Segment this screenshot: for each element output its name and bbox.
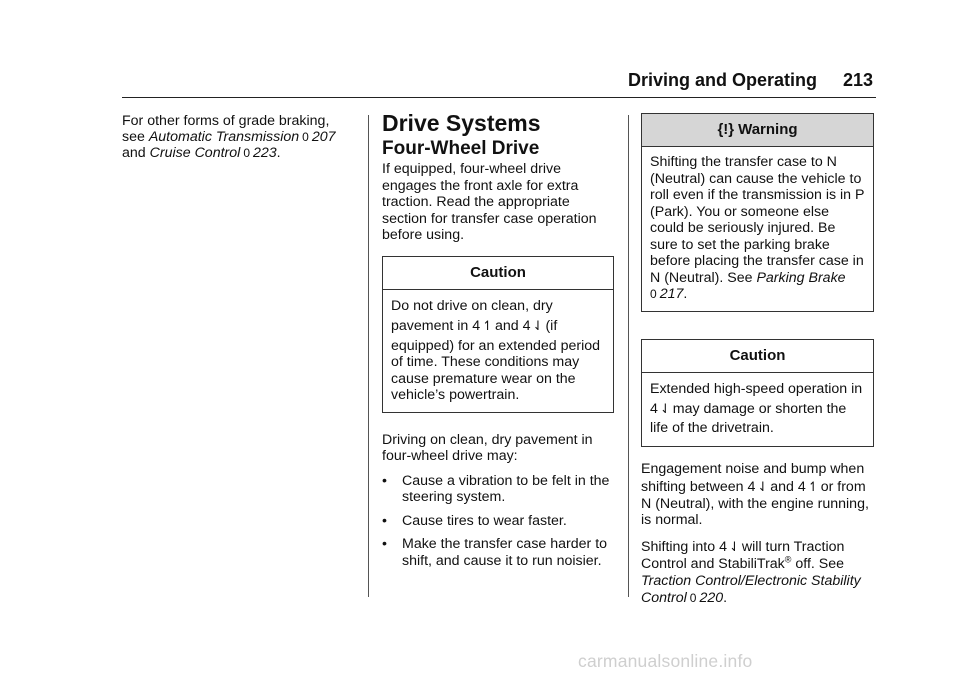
bullet-icon: • xyxy=(382,512,387,529)
header-rule xyxy=(122,97,876,98)
caution-body: Do not drive on clean, dry pavement in 4 ↿ and 4 ⇃ (if equipped) for an extended period of time. These conditions may cause premature wear on the vehicle’s powertrain. xyxy=(391,297,601,403)
column-3 xyxy=(641,113,874,607)
caution-heading: Caution xyxy=(383,257,613,290)
four-high-icon: ↿ xyxy=(807,478,819,494)
warning-box xyxy=(641,113,874,312)
list-item: • Cause a vibration to be felt in the steering system. xyxy=(382,472,610,505)
column-1 xyxy=(122,113,357,161)
caution-box-4wd xyxy=(382,256,614,413)
page-ref-icon: 0 xyxy=(302,130,309,144)
warning-icon: {!} xyxy=(717,121,735,138)
column-divider-right xyxy=(628,115,629,597)
four-high-icon: ↿ xyxy=(482,317,494,333)
list-item: • Cause tires to wear faster. xyxy=(382,512,567,529)
caution-body: Extended high-speed operation in 4 ⇃ may damage or shorten the life of the drivetrain. xyxy=(650,380,863,436)
parking-brake-link[interactable]: Parking Brake xyxy=(756,269,846,286)
bullet-icon: • xyxy=(382,536,387,552)
four-low-icon: ⇃ xyxy=(757,478,769,494)
four-wheel-drive-heading: Four-Wheel Drive xyxy=(382,138,540,159)
page-ref-icon: 0 xyxy=(650,287,657,301)
traction-control-page[interactable]: 220 xyxy=(699,589,724,606)
watermark: carmanualsonline.info xyxy=(578,651,753,671)
page-ref-icon: 0 xyxy=(689,590,697,605)
parking-brake-page[interactable]: 217 xyxy=(659,286,684,302)
shifting-into-text: Shifting into 4 ⇃ will turn Traction Control and StabiliTrak® off. See Traction Control/Electronic Stability Control 0 220. xyxy=(641,538,861,606)
section-title: Driving and Operating xyxy=(628,70,818,90)
column-2 xyxy=(382,109,614,576)
page-ref-icon: 0 xyxy=(243,146,250,160)
bullet-icon: • xyxy=(382,472,387,489)
cruise-control-page[interactable]: 223 xyxy=(253,145,277,161)
four-low-icon: ⇃ xyxy=(532,317,544,333)
driving-clean-text: Driving on clean, dry pavement in four-wheel drive may: xyxy=(382,431,593,464)
caution-box-high-speed xyxy=(641,339,874,447)
page-number: 213 xyxy=(843,70,874,90)
caution-heading: Caution xyxy=(642,340,873,373)
four-low-icon: ⇃ xyxy=(659,400,671,416)
registered-mark: ® xyxy=(784,553,792,564)
four-low-icon: ⇃ xyxy=(728,538,740,554)
grade-braking-text: For other forms of grade braking, see Automatic Transmission 0 207 and Cruise Control 0 223. xyxy=(122,113,336,161)
four-wheel-drive-intro: If equipped, four-wheel drive engages the front axle for extra traction. Read the appropriate section for transfer case operation before using. xyxy=(382,161,597,243)
column-divider-left xyxy=(368,115,369,597)
cruise-control-link[interactable]: Cruise Control xyxy=(149,145,241,161)
automatic-transmission-link[interactable]: Automatic Transmission xyxy=(148,129,300,145)
warning-body: Shifting the transfer case to N (Neutral) can cause the vehicle to roll even if the transmission is in P (Park). You or someone else could be seriously injured. Be sure to set the parking brake before placing the transfer case in N (Neutral). See Parking Brake 0 217. xyxy=(650,154,865,302)
list-item: • Make the transfer case harder to shift, and cause it to run noisier. xyxy=(382,536,608,569)
warning-heading: {!} Warning xyxy=(642,114,873,147)
traction-control-link[interactable]: Traction Control/Electronic Stability Control xyxy=(641,572,861,606)
effects-list xyxy=(382,473,614,570)
automatic-transmission-page[interactable]: 207 xyxy=(311,129,336,145)
drive-systems-heading: Drive Systems xyxy=(382,110,541,136)
engagement-noise-text: Engagement noise and bump when shifting between 4 ⇃ and 4 ↿ or from N (Neutral), with the engine running, is normal. xyxy=(641,460,869,528)
